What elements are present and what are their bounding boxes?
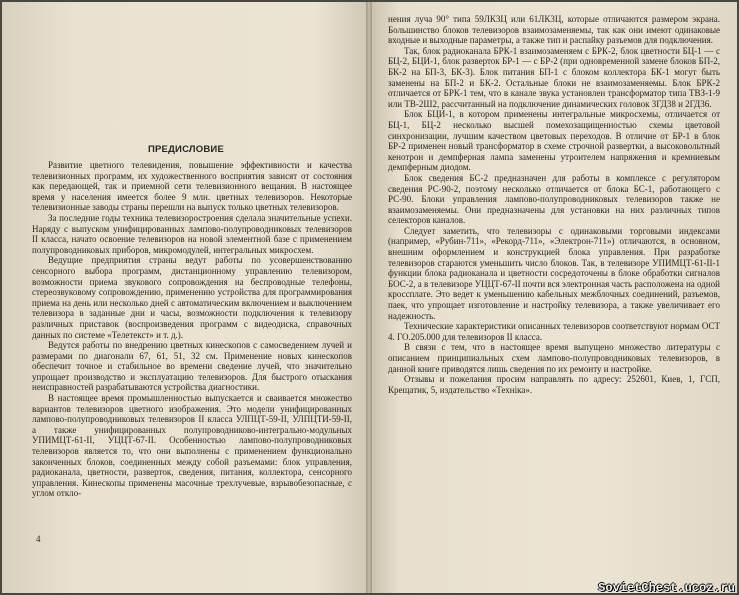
paragraph: Блок сведения БС-2 предназначен для работы в комплексе с регулятором сведения РС-90-2, поэтому несколько отличается от блока БС-1, работающего с РС-90. Блоки управления лампово-полупроводниковых телевизоров также не взаимозаменяемы. Они предназначены для установки на них различных типов селекторов каналов. xyxy=(388,172,720,226)
paragraph: нения луча 90° типа 59ЛК3Ц или 61ЛК3Ц, которые отличаются размером экрана. Большинство блоков телевизоров взаимозаменяемы, так как они имеют одинаковые входные и выходные параметры, а также тип и распайку разъемов для подключения. xyxy=(388,14,720,46)
paragraph: Так, блок радиоканала БРК-1 взаимозаменяем с БРК-2, блок цветности БЦ-1 — с БЦ-2, БЦИ-1, блок разверток БР-1 — с БР-2 (при одновременной замене блоков БП-2, БК-2 на БП-3, БК-3). Блок питания БП-1 с блоком коллектора БК-1 могут быть заменены на БП-2 и БК-2. Остальные блоки не взаимозаменяемы. Блок БРК-2 отличается от БРК-1 тем, что в канале звука установлен трансформатор типа ТВЗ-1-9 или ТВ-2Ш2, рассчитанный на подключение динамических головок 3ГД38 и 2ГД36. xyxy=(388,45,720,109)
paragraph: Следует заметить, что телевизоры с одинаковыми торговыми индексами (например, «Рубин-711», «Рекорд-711», «Электрон-711») отличаются, в основном, внешним оформлением и конструкцией блока управления. При разработке телевизоров стараются уменьшить число блоков. Так, в телевизоре УПИМЦТ-61-II-1 функции блока радиоканала и цветности сосредоточены в блоке обработки сигналов БОС-2, а в телевизоре УЦЦТ-67-II почти вся электронная часть расположена на одной кроссплате. Это ведет к уменьшению кабельных межблочных соединений, разъемов, паек, что упрощает изготовление и настройку телевизора, а также увеличивает его надежность. xyxy=(388,225,720,321)
paragraph: Блок БЦИ-1, в котором применены интегральные микросхемы, отличается от БЦ-1, БЦ-2 несколько высшей помехозащищенностью схемы цветовой синхронизации, лучшим качеством цветовых переходов. В отличие от БР-1 в блок БР-2 применен новый трансформатор в схеме строчной развертки, а высоковольтный кенотрон и демпферная лампа заменены утроителем напряжения и кремниевым демпферным диодом. xyxy=(388,109,720,173)
left-page xyxy=(2,2,370,593)
watermark: SovietChest.ucoz.ru xyxy=(598,581,735,595)
paragraph: За последние годы техника телевизоростроения сделала значительные успехи. Наряду с выпуском унифицированных лампово-полупроводниковых телевизоров II класса, начато освоение телевизоров на новой элементной базе с применением полупроводниковых приборов, микромодулей, интегральных микросхем. xyxy=(32,212,352,255)
right-page-body xyxy=(388,14,720,395)
paragraph: Технические характеристики описанных телевизоров соответствуют нормам ОСТ 4. ГО.205.000 для телевизоров II класса. xyxy=(388,321,720,342)
left-page-body xyxy=(32,160,352,499)
page-number: 4 xyxy=(36,534,41,544)
book-gutter xyxy=(366,2,372,593)
paragraph: Ведутся работы по внедрению цветных кинескопов с самосведением лучей и размерами по диагонали 67, 61, 51, 32 см. Применение новых кинескопов обеспечит точное и стабильное во времени сведение лучей, что значительно упрощает производство и эксплуатацию телевизоров. Для быстрого отыскания неисправностей разрабатываются устройства диагностики. xyxy=(32,340,352,393)
paragraph: В связи с тем, что в настоящее время выпущено множество литературы с описанием принципиальных схем лампово-полупроводниковых телевизоров, в данной книге приводятся лишь сведения по их ремонту и настройке. xyxy=(388,342,720,374)
paragraph: Ведущие предприятия страны ведут работы по усовершенствованию сенсорного выбора программ, дистанционному управлению телевизором, возможности приема звукового сопровождения на беспроводные телефоны, стереозвуковому сопровождению, применению устройства для программирования приема на день или несколько дней с автоматическим включением и выключением телевизора в заданные дни и часы, возможности подключения к телевизору различных приставок (воспроизведения программ с видеодиска, справочных данных по системе «Телетекст» и т. д.). xyxy=(32,255,352,340)
page-heading: ПРЕДИСЛОВИЕ xyxy=(147,144,224,155)
paragraph: Развитие цветного телевидения, повышение эффективности и качества телевизионных программ, их художественного восприятия зависят от состояния как передающей, так и приемной сети телевизионного вещания. В настоящее время у населения имеется более 9 млн. цветных телевизоров. Некоторые телевизионные заводы страны перешли на выпуск только цветных телевизоров. xyxy=(32,160,352,213)
paragraph: Отзывы и пожелания просим направлять по адресу: 252601, Киев, 1, ГСП, Крещатик, 5, издательство «Техніка». xyxy=(388,374,720,395)
right-page xyxy=(370,2,737,593)
paragraph: В настоящее время промышленностью выпускается и сваивается множество вариантов телевизоров цветного изображения. Это модели унифицированных лампово-полупроводниковых телевизоров II класса УЛПЦТ-59-II, УЛПЦТИ-59-II, а также унифицированных полупроводниково-интегрально-модульных УПИМЦТ-61-II, УЦЦТ-67-II. Особенностью лампово-полупроводниковых телевизоров является то, что они выполнены с применением функционально законченных блоков, соединенных между собой разъемами: блок управления, радиоканала, цветности, разверток, сведения, питания, коллектора, сенсорного управления. Кинескопы применены масочные трехлучевые, взрывобезопасные, с углом откло- xyxy=(32,393,352,499)
